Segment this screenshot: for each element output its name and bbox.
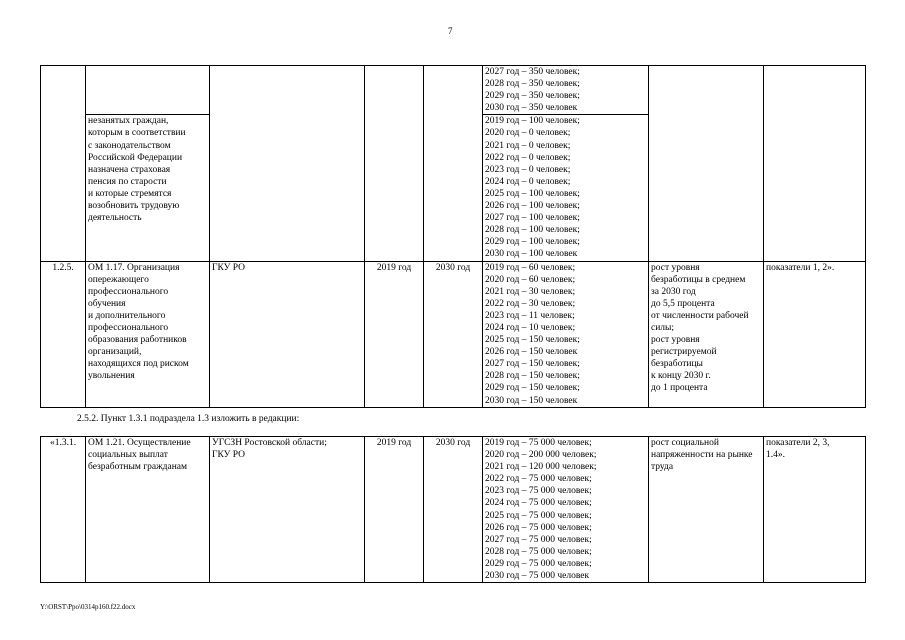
forecast-line: 2024 год – 10 человек; <box>485 322 576 333</box>
cell-end-year: 2030 год <box>424 437 483 583</box>
forecast-line: 2026 год – 100 человек; <box>485 201 580 212</box>
forecast-line: 2020 год – 60 человек; <box>485 274 576 285</box>
indicators-line: показатели 2, 3, <box>766 438 830 448</box>
forecast-line: 2029 год – 150 человек; <box>485 383 580 394</box>
cell-end-empty <box>424 66 483 262</box>
cell-number: 1.2.5. <box>41 261 86 407</box>
description-line: с законодательством <box>88 140 171 151</box>
cell-executor: ГКУ РО <box>210 261 365 407</box>
description-line: ОМ 1.17. Организация <box>88 262 180 273</box>
forecast-line: 2021 год – 120 000 человек; <box>485 462 597 473</box>
cell-indicators-empty <box>764 66 866 262</box>
forecast-line: 2028 год – 75 000 человек; <box>485 546 592 557</box>
forecast-line: 2027 год – 350 человек; <box>485 67 580 77</box>
program-table-new <box>40 436 865 583</box>
description-line: обучения <box>88 298 126 309</box>
forecast-line: 2019 год – 60 человек; <box>485 262 576 273</box>
cell-start-year: 2019 год <box>365 437 424 583</box>
cell-result-empty <box>649 66 764 262</box>
amendment-paragraph: 2.5.2. Пункт 1.3.1 подраздела 1.3 изложить в редакции: <box>77 414 300 424</box>
forecast-line: 2022 год – 75 000 человек; <box>485 474 592 485</box>
forecast-line: 2030 год – 150 человек <box>485 395 578 406</box>
forecast-line: 2022 год – 30 человек; <box>485 298 576 309</box>
description-line: пенсия по старости <box>88 176 167 187</box>
forecast-line: 2024 год – 75 000 человек; <box>485 498 592 509</box>
description-line: опережающего <box>88 274 149 285</box>
result-line: до 5,5 процента <box>651 298 715 309</box>
indicators-line: 1.4». <box>766 450 785 461</box>
executor-line: ГКУ РО <box>212 450 245 461</box>
cell-forecast <box>483 261 649 407</box>
forecast-line: 2028 год – 150 человек; <box>485 371 580 382</box>
result-line: напряженности на рынке <box>651 450 753 461</box>
forecast-line: 2027 год – 75 000 человек; <box>485 534 592 545</box>
cell-description-empty <box>86 66 210 115</box>
forecast-line: 2019 год – 100 человек; <box>485 116 580 127</box>
forecast-line: 2023 год – 75 000 человек; <box>485 486 592 497</box>
table-row-1-3-1 <box>41 437 866 583</box>
forecast-line: 2029 год – 75 000 человек; <box>485 558 592 569</box>
cell-executor <box>210 437 365 583</box>
cell-indicators: показатели 1, 2». <box>764 261 866 407</box>
forecast-line: 2021 год – 0 человек; <box>485 140 571 151</box>
cell-description <box>86 261 210 407</box>
forecast-line: 2021 год – 30 человек; <box>485 286 576 297</box>
cell-indicators <box>764 437 866 583</box>
description-line: профессионального <box>88 322 169 333</box>
description-line: деятельность <box>88 213 142 224</box>
cell-forecast <box>483 437 649 583</box>
forecast-line: 2028 год – 100 человек; <box>485 225 580 236</box>
program-table-continued <box>40 65 865 408</box>
forecast-line: 2019 год – 75 000 человек; <box>485 438 592 448</box>
description-line: ОМ 1.21. Осуществление <box>88 438 191 448</box>
description-line: назначена страховая <box>88 164 171 175</box>
cell-start-empty <box>365 66 424 262</box>
cell-result <box>649 437 764 583</box>
cell-result <box>649 261 764 407</box>
forecast-line: 2027 год – 150 человек; <box>485 359 580 370</box>
forecast-line: 2020 год – 200 000 человек; <box>485 450 597 461</box>
result-line: силы; <box>651 322 675 333</box>
forecast-line: 2025 год – 100 человек; <box>485 188 580 199</box>
forecast-line: 2027 год – 100 человек; <box>485 213 580 224</box>
cell-start-year: 2019 год <box>365 261 424 407</box>
description-line: социальных выплат <box>88 450 168 461</box>
description-line: которым в соответствии <box>88 128 186 139</box>
forecast-line: 2028 год – 350 человек; <box>485 79 580 90</box>
result-line: к концу 2030 г. <box>651 371 711 382</box>
forecast-line: 2029 год – 100 человек; <box>485 237 580 248</box>
description-line: незанятых граждан, <box>88 116 169 127</box>
result-line: до 1 процента <box>651 383 708 394</box>
executor-line: УГСЗН Ростовской области; <box>212 438 327 448</box>
forecast-line: 2024 год – 0 человек; <box>485 176 571 187</box>
forecast-line: 2022 год – 0 человек; <box>485 152 571 163</box>
forecast-line: 2023 год – 11 человек; <box>485 310 575 321</box>
forecast-line: 2023 год – 0 человек; <box>485 164 571 175</box>
forecast-line: 2030 год – 100 человек <box>485 249 578 260</box>
forecast-line: 2025 год – 75 000 человек; <box>485 510 592 521</box>
cell-description-continued <box>86 115 210 261</box>
cell-end-year: 2030 год <box>424 261 483 407</box>
forecast-line: 2025 год – 150 человек; <box>485 335 580 346</box>
footer-file-path: Y:\ORST\Ppo\0314p160.f22.docx <box>40 603 136 611</box>
result-line: труда <box>651 462 674 473</box>
forecast-line: 2030 год – 75 000 человек <box>485 571 590 582</box>
cell-forecast-bottom <box>483 115 649 261</box>
forecast-line: 2029 год – 350 человек; <box>485 91 580 102</box>
result-line: рост уровня <box>651 262 700 273</box>
description-line: образования работников <box>88 335 187 346</box>
table-row-1-2-5 <box>41 261 866 407</box>
description-line: Российской Федерации <box>88 152 183 163</box>
cell-number-empty <box>41 66 86 262</box>
description-line: профессионального <box>88 286 169 297</box>
cell-number: «1.3.1. <box>41 437 86 583</box>
description-line: возобновить трудовую <box>88 201 180 212</box>
forecast-line: 2020 год – 0 человек; <box>485 128 571 139</box>
result-line: за 2030 год <box>651 286 696 297</box>
cell-description <box>86 437 210 583</box>
table-1 <box>40 65 866 408</box>
result-line: безработицы <box>651 359 703 370</box>
result-line: безработицы в среднем <box>651 274 746 285</box>
result-line: рост социальной <box>651 438 719 448</box>
forecast-line: 2026 год – 75 000 человек; <box>485 522 592 533</box>
table-row-continued-top <box>41 66 866 115</box>
description-line: организаций, <box>88 347 142 358</box>
description-line: и которые стремятся <box>88 188 172 199</box>
result-line: от численности рабочей <box>651 310 749 321</box>
page-number: 7 <box>448 26 453 36</box>
cell-executor-empty <box>210 66 365 262</box>
result-line: рост уровня <box>651 335 700 346</box>
cell-forecast-top <box>483 66 649 115</box>
description-line: находящихся под риском <box>88 359 189 370</box>
description-line: и дополнительного <box>88 310 166 321</box>
result-line: регистрируемой <box>651 347 717 358</box>
description-line: безработным гражданам <box>88 462 188 473</box>
table-2 <box>40 436 866 583</box>
description-line: увольнения <box>88 371 135 382</box>
forecast-line: 2026 год – 150 человек <box>485 347 578 358</box>
forecast-line: 2030 год – 350 человек <box>485 103 578 114</box>
